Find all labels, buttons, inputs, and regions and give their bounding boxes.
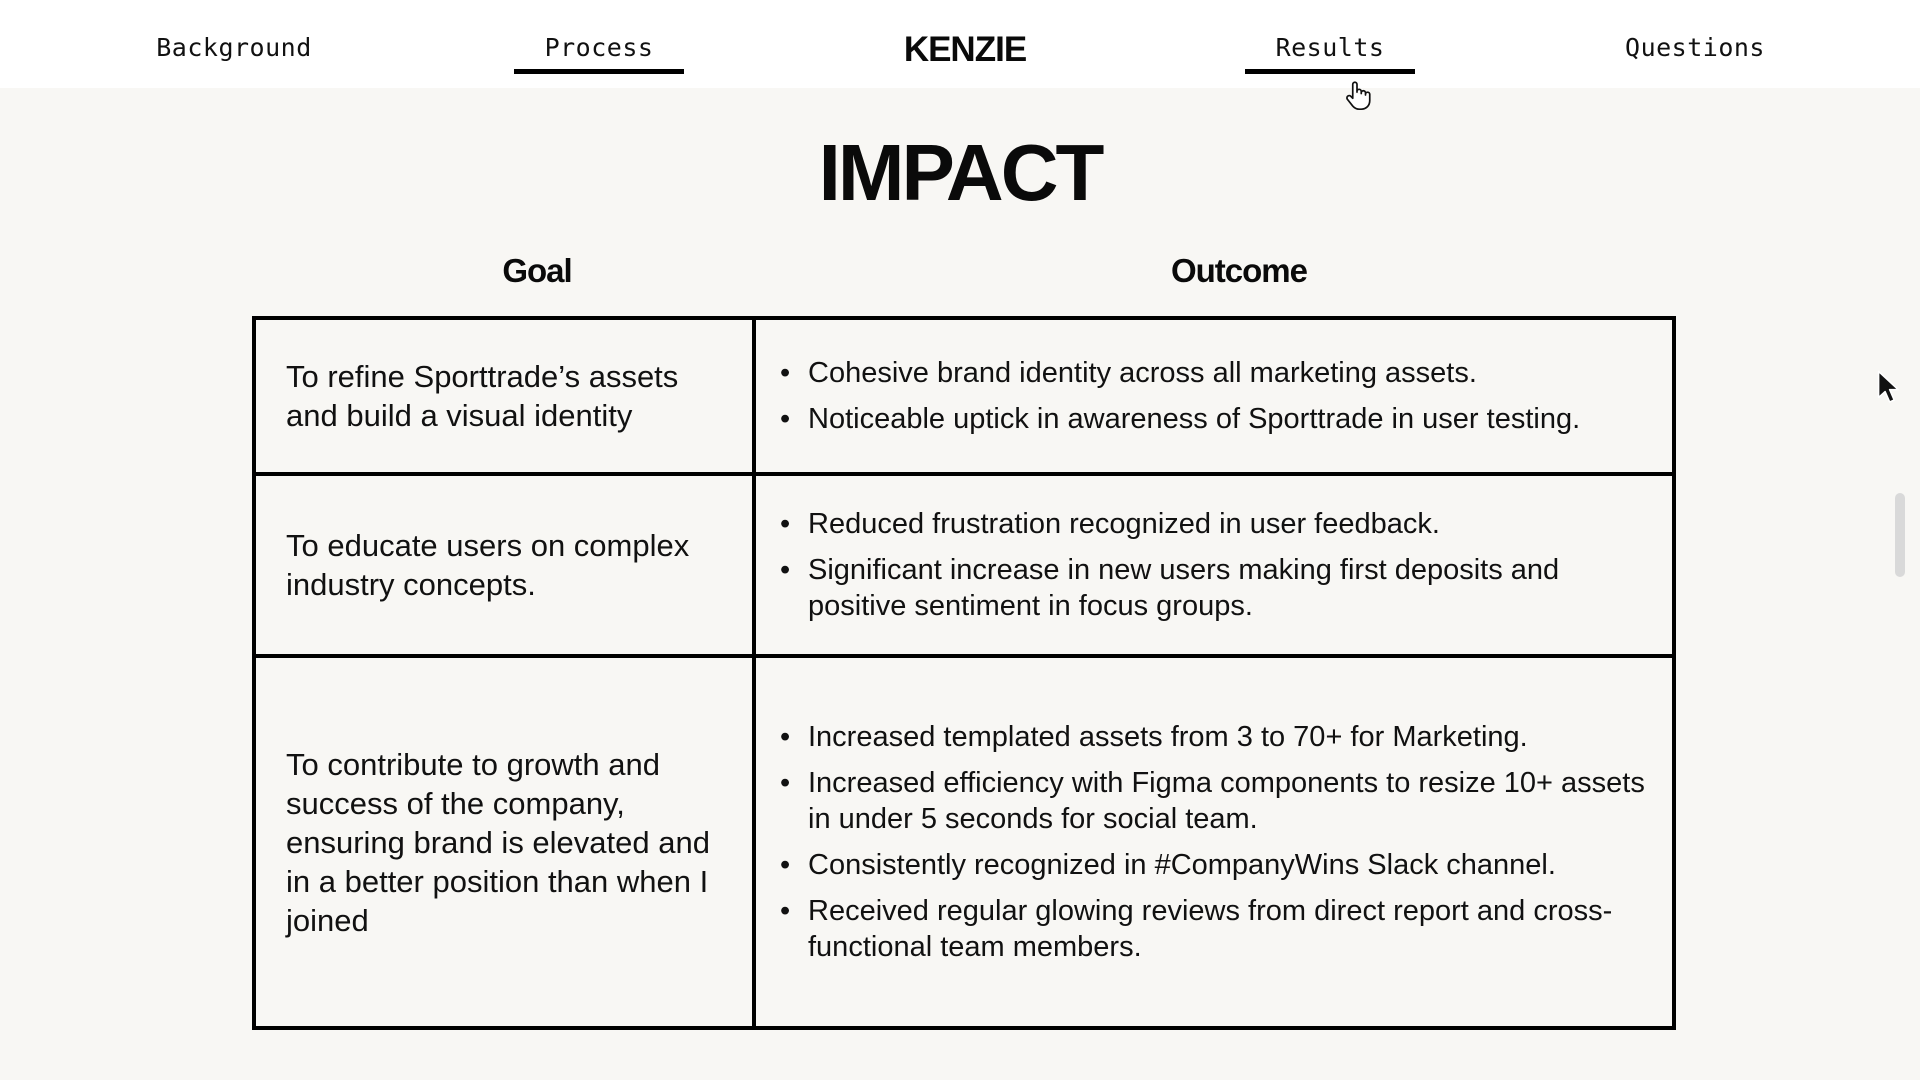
outcome-item: • Reduced frustration recognized in user feedback. <box>808 506 1652 542</box>
goal-cell: To refine Sporttrade’s assets and build a visual identity <box>254 318 754 474</box>
impact-table <box>252 316 1676 1030</box>
nav-link-background[interactable]: Background <box>156 33 312 62</box>
nav-link-questions[interactable]: Questions <box>1625 33 1765 62</box>
outcome-list <box>780 719 1652 965</box>
table-row <box>254 318 1674 474</box>
scrollbar-thumb[interactable] <box>1895 493 1905 577</box>
goal-cell: To contribute to growth and success of the company, ensuring brand is elevated and in a better position than when I joined <box>254 656 754 1028</box>
outcome-item: • Increased efficiency with Figma components to resize 10+ assets in under 5 seconds for social team. <box>808 765 1652 837</box>
top-navigation <box>0 0 1920 88</box>
outcome-item: • Cohesive brand identity across all marketing assets. <box>808 355 1652 391</box>
nav-link-process[interactable]: Process <box>514 30 684 74</box>
goal-cell: To educate users on complex industry concepts. <box>254 474 754 656</box>
hand-pointer-icon <box>1340 78 1374 112</box>
outcome-item: • Increased templated assets from 3 to 70+ for Marketing. <box>808 719 1652 755</box>
page-title: IMPACT <box>818 128 1102 217</box>
table-row <box>254 474 1674 656</box>
goal-column-header: Goal <box>502 252 572 289</box>
outcome-item: • Noticeable uptick in awareness of Sporttrade in user testing. <box>808 401 1652 437</box>
outcome-item: • Significant increase in new users making first deposits and positive sentiment in focus groups. <box>808 552 1652 624</box>
brand-logo[interactable]: KENZIE <box>903 30 1027 69</box>
outcome-item: • Received regular glowing reviews from direct report and cross-functional team members. <box>808 893 1652 965</box>
nav-link-results[interactable]: Results <box>1245 30 1415 74</box>
outcome-list <box>780 506 1652 624</box>
arrow-pointer-icon <box>1876 370 1902 404</box>
outcome-cell <box>754 474 1674 656</box>
outcome-column-header: Outcome <box>1170 252 1308 289</box>
outcome-cell <box>754 318 1674 474</box>
outcome-item: • Consistently recognized in #CompanyWins Slack channel. <box>808 847 1652 883</box>
outcome-cell <box>754 656 1674 1028</box>
table-row <box>254 656 1674 1028</box>
outcome-list <box>780 355 1652 437</box>
